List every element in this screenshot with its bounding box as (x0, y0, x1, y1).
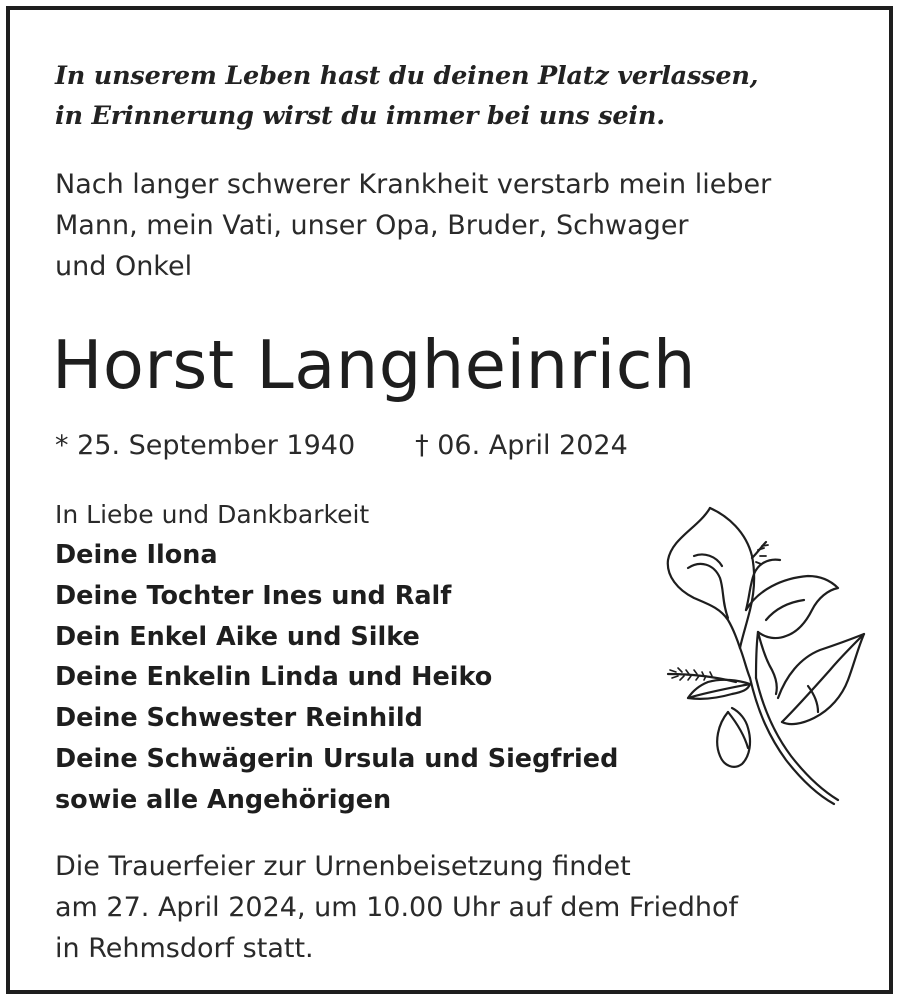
motto-line-2: in Erinnerung wirst du immer bei uns sein. (55, 101, 665, 131)
service-line-1: Die Trauerfeier zur Urnenbeisetzung findet (55, 851, 631, 882)
mourners-list (55, 535, 618, 821)
mourner-name: sowie alle Angehörigen (55, 784, 392, 815)
mourner-name: Deine Enkelin Linda und Heiko (55, 662, 493, 693)
gratitude-text: In Liebe und Dankbarkeit (55, 500, 370, 529)
service-line-3: in Rehmsdorf statt. (55, 933, 314, 964)
calla-lily-flower-icon (658, 498, 868, 813)
obituary-notice (6, 6, 893, 994)
mourner-name: Deine Schwester Reinhild (55, 703, 423, 734)
gratitude-line (55, 495, 369, 535)
mourner-name: Deine Schwägerin Ursula und Siegfried (55, 743, 619, 774)
birth-date: * 25. September 1940 (55, 430, 356, 461)
intro-line-2: Mann, mein Vati, unser Opa, Bruder, Schwager (55, 210, 689, 241)
funeral-service-info (55, 846, 738, 969)
life-dates (55, 424, 628, 468)
death-date: † 06. April 2024 (415, 430, 628, 461)
mourner-name: Deine Tochter Ines und Ralf (55, 580, 452, 611)
intro-line-1: Nach langer schwerer Krankheit verstarb mein lieber (55, 169, 772, 200)
memorial-motto (55, 56, 758, 136)
death-announcement-text (55, 164, 771, 287)
deceased-name: Horst Langheinrich (52, 326, 696, 404)
mourner-name: Dein Enkel Aike und Silke (55, 621, 420, 652)
motto-line-1: In unserem Leben hast du deinen Platz verlassen, (55, 61, 759, 91)
mourner-name: Deine Ilona (55, 540, 218, 570)
service-line-2: am 27. April 2024, um 10.00 Uhr auf dem Friedhof (55, 892, 738, 923)
intro-line-3: und Onkel (55, 251, 193, 282)
